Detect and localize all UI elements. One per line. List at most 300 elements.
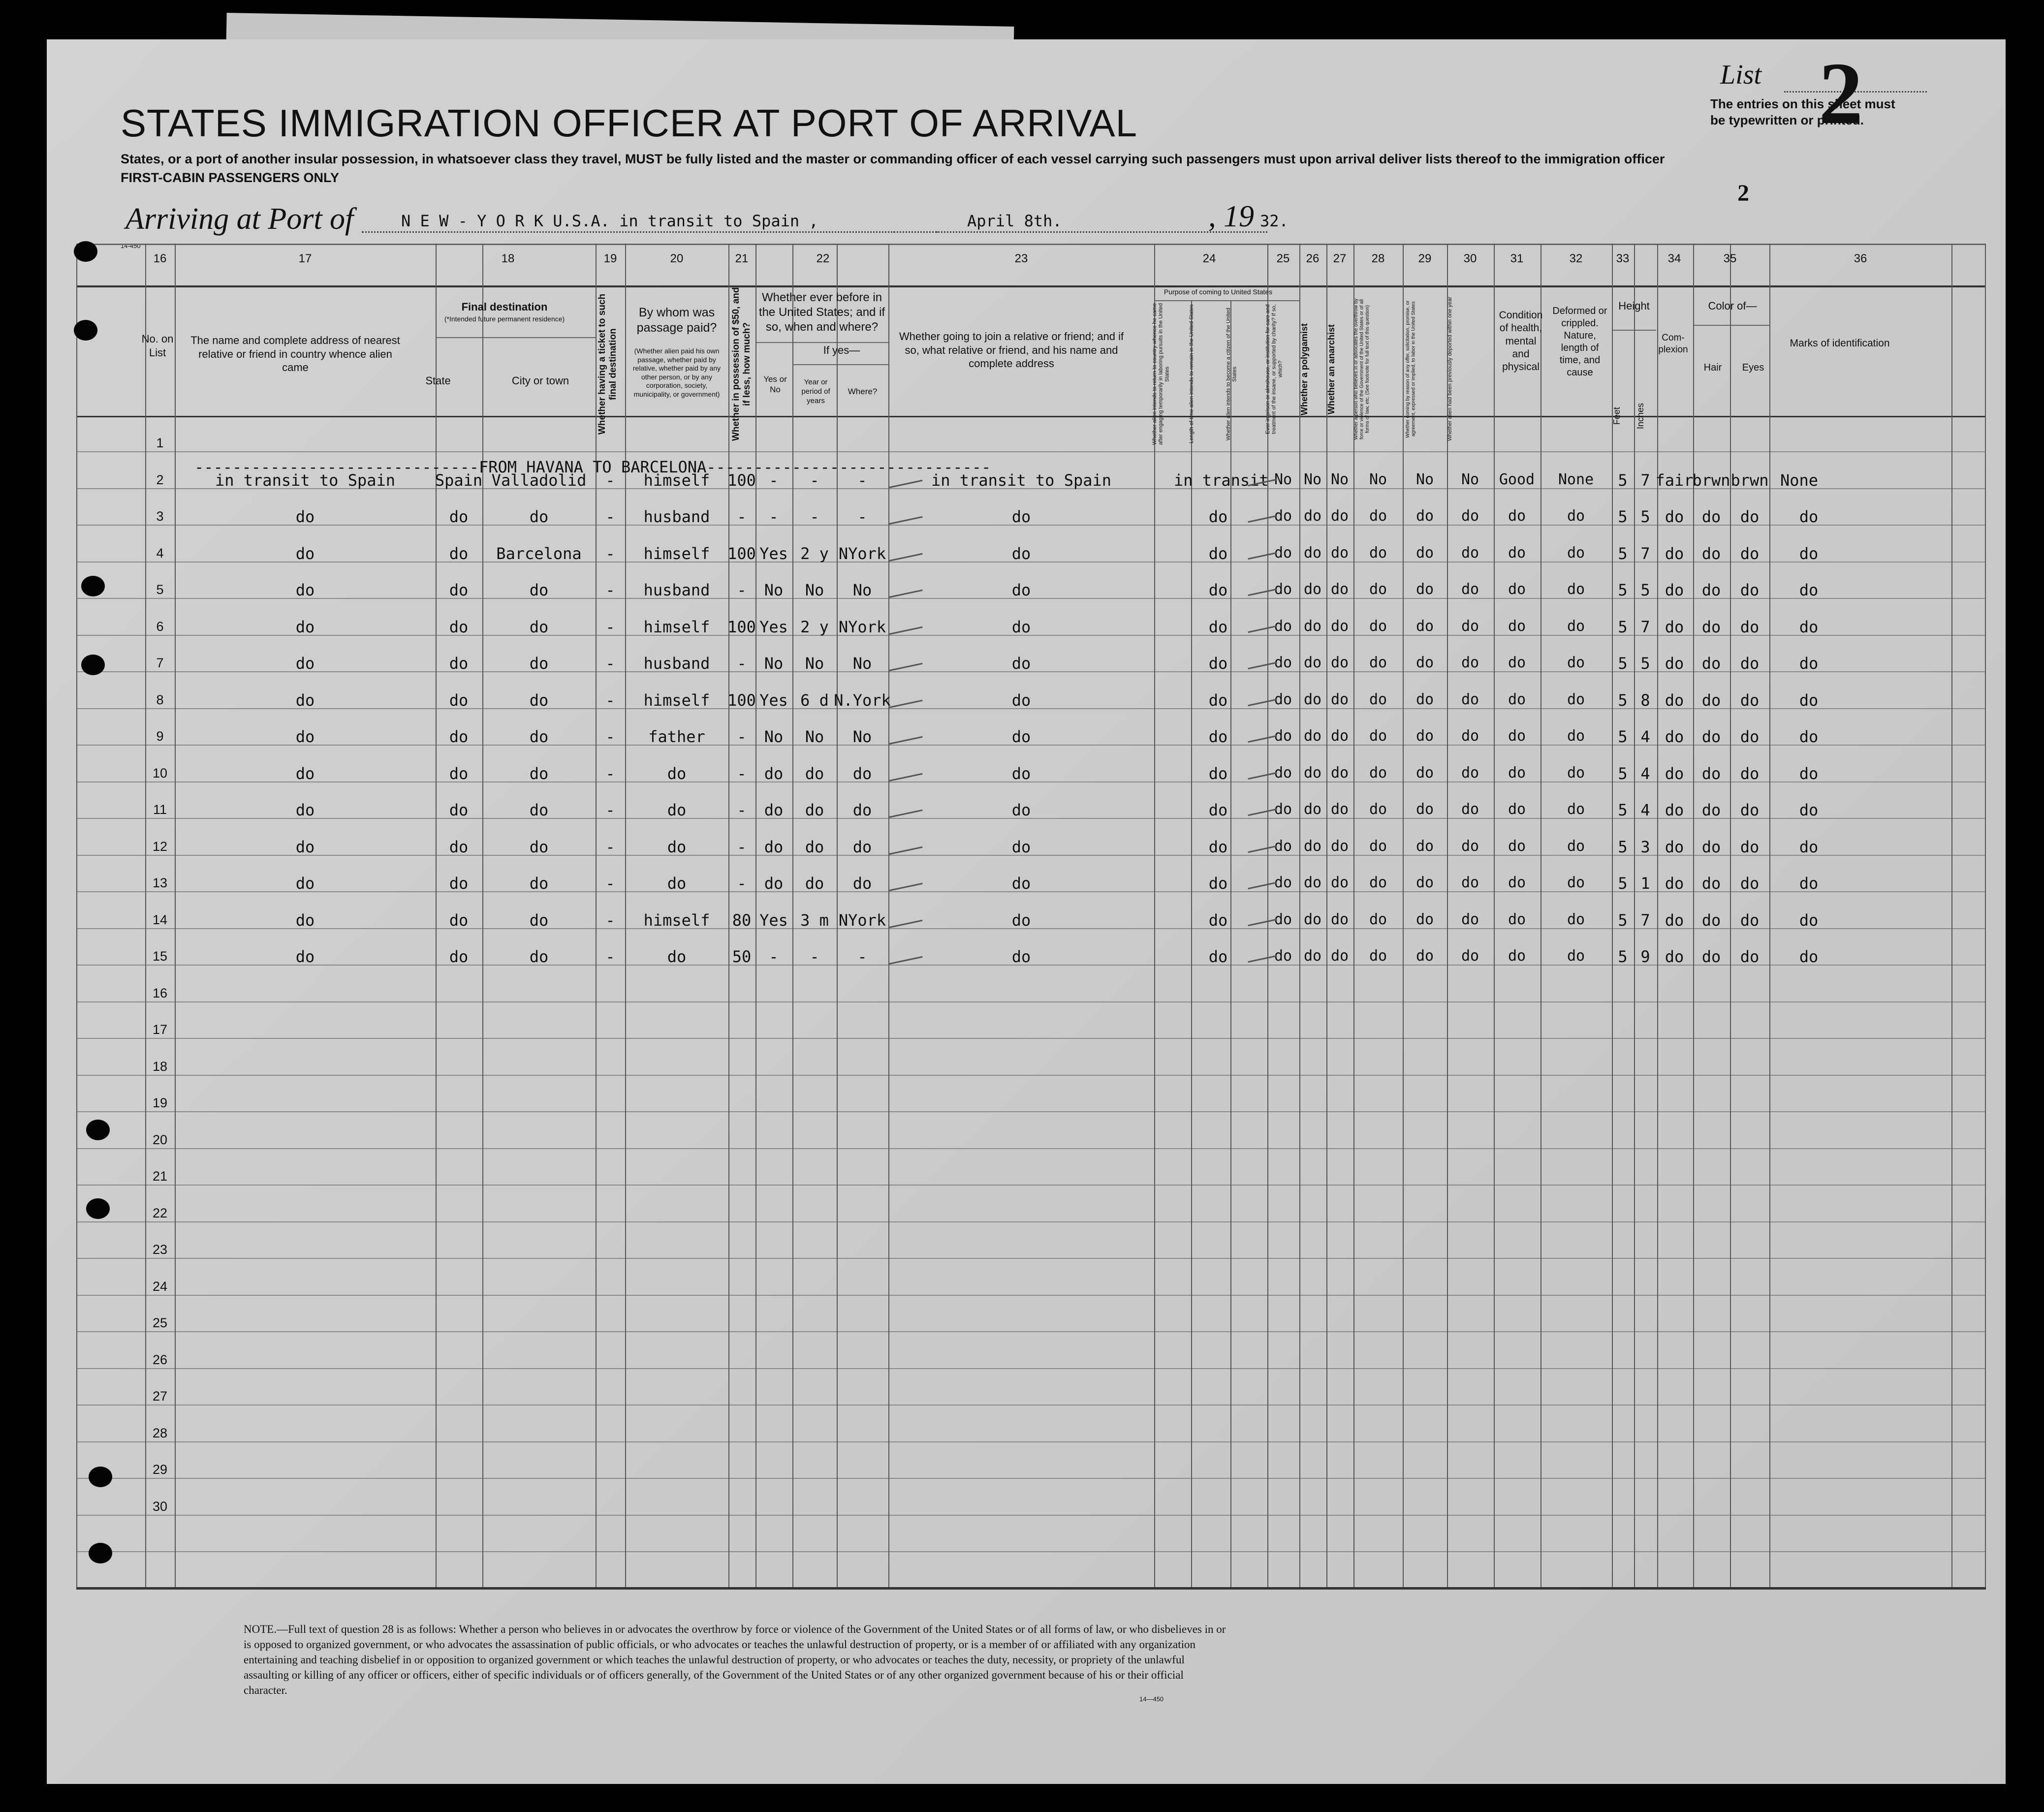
table-cell: do xyxy=(1330,838,1349,855)
table-cell: 5 xyxy=(1640,654,1650,673)
table-cell: do xyxy=(1740,911,1760,930)
table-cell: 2 y xyxy=(800,544,829,563)
table-cell: do xyxy=(295,838,315,856)
table-cell: do xyxy=(1011,581,1031,599)
grid-line xyxy=(76,1075,1985,1076)
table-cell: No xyxy=(1461,471,1479,488)
grid-line xyxy=(76,1478,1985,1479)
table-cell: husband xyxy=(643,507,710,526)
table-cell: No xyxy=(764,727,784,746)
table-cell: do xyxy=(1369,618,1387,635)
table-cell: do xyxy=(764,874,784,893)
table-cell: husband xyxy=(643,581,710,599)
header-passage-paid: By whom was passage paid? xyxy=(636,306,717,335)
table-cell: do xyxy=(1740,801,1760,819)
table-cell: do xyxy=(449,764,469,783)
arrival-port: N E W - Y O R K U.S.A. in transit to Spain , xyxy=(401,212,818,230)
table-cell: 3 xyxy=(1640,838,1650,856)
table-cell: do xyxy=(1508,727,1526,745)
table-cell: do xyxy=(1303,764,1322,781)
table-cell: do xyxy=(805,838,824,856)
table-cell: do xyxy=(1274,544,1292,562)
table-cell: 9 xyxy=(1640,947,1650,966)
table-cell: do xyxy=(1740,838,1760,856)
table-cell: do xyxy=(449,727,469,746)
table-cell: do xyxy=(449,838,469,856)
table-cell: - xyxy=(605,764,615,783)
table-cell: do xyxy=(1665,544,1684,563)
table-cell: - xyxy=(737,654,747,673)
table-cell: 100 xyxy=(727,544,756,563)
column-number: 34 xyxy=(1667,252,1681,265)
row-number: 8 xyxy=(156,692,164,707)
table-cell: do xyxy=(1011,801,1031,819)
table-cell: do xyxy=(667,838,687,856)
table-cell: do xyxy=(1330,581,1349,598)
table-cell: 4 xyxy=(1640,801,1650,819)
table-cell: do xyxy=(295,727,315,746)
table-cell: None xyxy=(1780,471,1819,490)
row-number: 10 xyxy=(152,766,168,781)
table-cell: do xyxy=(1330,507,1349,525)
table-cell: brwn xyxy=(1730,471,1769,490)
table-cell: do xyxy=(1461,838,1479,855)
table-cell: do xyxy=(1415,947,1434,965)
table-cell: - xyxy=(737,838,747,856)
row-number: 5 xyxy=(156,582,164,597)
table-cell: do xyxy=(1303,581,1322,598)
table-cell: No xyxy=(1415,471,1434,488)
table-cell: do xyxy=(1330,691,1349,708)
table-cell: do xyxy=(764,801,784,819)
table-cell: do xyxy=(667,874,687,893)
header-yes-no: Yes or No xyxy=(763,375,787,395)
column-number: 25 xyxy=(1276,252,1290,265)
table-cell: 50 xyxy=(732,947,752,966)
table-cell: do xyxy=(1567,654,1585,671)
table-cell: - xyxy=(857,947,867,966)
table-cell: do xyxy=(1274,764,1292,781)
table-cell: do xyxy=(449,507,469,526)
table-cell: 5 xyxy=(1618,838,1628,856)
table-cell: do xyxy=(1011,544,1031,563)
column-number: 28 xyxy=(1371,252,1385,265)
table-cell: do xyxy=(1740,654,1760,673)
table-cell: do xyxy=(449,691,469,710)
row-number: 9 xyxy=(156,729,164,744)
row-number: 15 xyxy=(152,949,168,964)
table-cell: do xyxy=(1330,911,1349,928)
table-cell: do xyxy=(529,801,549,819)
table-cell: do xyxy=(1508,874,1526,891)
table-cell: do xyxy=(1415,727,1434,745)
table-cell: do xyxy=(295,764,315,783)
table-cell: - xyxy=(605,618,615,636)
table-cell: himself xyxy=(643,544,710,563)
header-q29: Whether coming by reason of any offer, solicitation, promise, or agreement, expressed or implied, to labor in the United States xyxy=(1405,300,1416,438)
table-cell: No xyxy=(852,727,872,746)
table-cell: do xyxy=(1369,654,1387,671)
table-cell: do xyxy=(1799,581,1819,599)
table-cell: father xyxy=(648,727,705,746)
table-cell: do xyxy=(295,911,315,930)
table-cell: do xyxy=(1461,544,1479,562)
table-cell: No xyxy=(1369,471,1387,488)
column-number: 27 xyxy=(1333,252,1347,265)
table-cell: do xyxy=(1274,581,1292,598)
column-number: 31 xyxy=(1510,252,1524,265)
table-cell: No xyxy=(805,727,824,746)
table-cell: 5 xyxy=(1640,507,1650,526)
row-number: 18 xyxy=(152,1059,168,1074)
binding-hole xyxy=(74,320,97,341)
table-cell: do xyxy=(1799,727,1819,746)
table-cell: do xyxy=(1208,544,1228,563)
table-cell: do xyxy=(805,801,824,819)
table-cell: do xyxy=(1701,618,1721,636)
table-cell: do xyxy=(1208,947,1228,966)
table-cell: do xyxy=(1665,947,1684,966)
entries-note: The entries on this sheet must be typewritten or printed. xyxy=(1710,96,1895,127)
table-cell: do xyxy=(1799,507,1819,526)
table-cell: do xyxy=(1330,764,1349,781)
table-cell: do xyxy=(1415,911,1434,928)
table-cell: fair xyxy=(1655,471,1694,490)
table-cell: do xyxy=(529,764,549,783)
table-cell: - xyxy=(605,911,615,930)
header-if-yes: If yes— xyxy=(823,344,860,356)
table-cell: do xyxy=(1567,874,1585,891)
grid-line xyxy=(76,1148,1985,1149)
row-number: 24 xyxy=(152,1279,168,1294)
table-cell: do xyxy=(449,654,469,673)
header-q28: Whether a person who believes in or advocates the overthrow by force or violence of the Government of the United States or of all forms of law, etc. (See footnote for full text of this question) xyxy=(1353,298,1370,440)
table-cell: 100 xyxy=(727,691,756,710)
table-cell: 2 y xyxy=(800,618,829,636)
table-cell: do xyxy=(1303,874,1322,891)
table-cell: 100 xyxy=(727,471,756,490)
table-cell: do xyxy=(1274,874,1292,891)
header-height: Height xyxy=(1618,300,1650,312)
table-cell: do xyxy=(1303,801,1322,818)
table-cell: do xyxy=(1369,874,1387,891)
table-cell: do xyxy=(1303,654,1322,671)
column-number: 19 xyxy=(603,252,617,265)
table-cell: do xyxy=(1567,581,1585,598)
table-cell: do xyxy=(1303,838,1322,855)
row-number: 20 xyxy=(152,1132,168,1147)
sheet-number: 2 xyxy=(1737,180,1749,206)
grid-line xyxy=(76,1551,1985,1552)
table-cell: do xyxy=(1415,691,1434,708)
table-cell: do xyxy=(1011,654,1031,673)
header-passage-paid-note: (Whether alien paid his own passage, whether paid by relative, whether paid by any other person, or by any corporation, society, municipality, or government) xyxy=(632,347,721,398)
table-cell: do xyxy=(1665,911,1684,930)
table-cell: No xyxy=(764,581,784,599)
manifest-page xyxy=(47,39,2006,1784)
grid-line xyxy=(76,1111,1985,1112)
table-cell: do xyxy=(1665,838,1684,856)
table-cell: do xyxy=(1369,911,1387,928)
row-number: 22 xyxy=(152,1206,168,1220)
table-cell: do xyxy=(805,764,824,783)
column-number: 20 xyxy=(670,252,684,265)
table-cell: do xyxy=(1799,874,1819,893)
table-cell: do xyxy=(529,691,549,710)
table-cell: do xyxy=(449,801,469,819)
table-cell: - xyxy=(605,947,615,966)
table-cell: do xyxy=(1415,581,1434,598)
column-number: 21 xyxy=(735,252,749,265)
table-cell: Barcelona xyxy=(496,544,582,563)
table-cell: do xyxy=(1567,507,1585,525)
table-cell: do xyxy=(1461,801,1479,818)
header-final-destination: Final destination xyxy=(461,301,548,313)
table-cell: - xyxy=(737,727,747,746)
grid-line xyxy=(76,1331,1985,1332)
table-cell: 8 xyxy=(1640,691,1650,710)
table-cell: 5 xyxy=(1618,911,1628,930)
table-cell: No xyxy=(852,654,872,673)
table-cell: 5 xyxy=(1618,507,1628,526)
table-cell: 5 xyxy=(1618,727,1628,746)
table-cell: do xyxy=(1461,507,1479,525)
table-cell: do xyxy=(1799,838,1819,856)
table-cell: do xyxy=(1740,507,1760,526)
header-hair: Hair xyxy=(1703,362,1722,373)
table-cell: - xyxy=(605,838,615,856)
table-cell: do xyxy=(1330,727,1349,745)
row-number: 7 xyxy=(156,656,164,670)
column-number: 26 xyxy=(1306,252,1320,265)
grid-line xyxy=(436,337,596,338)
table-cell: do xyxy=(1740,947,1760,966)
grid-line xyxy=(1191,300,1192,1587)
row-number: 1 xyxy=(156,436,164,450)
table-cell: do xyxy=(1740,581,1760,599)
table-cell: Yes xyxy=(759,618,788,636)
table-cell: do xyxy=(1567,764,1585,781)
table-cell: do xyxy=(1303,947,1322,965)
page-subtitle: States, or a port of another insular possession, in whatsoever class they travel, MUST be fully listed and the master or commanding officer of each vessel carrying such passengers must upon arrival deliver lists thereof to the immigration officer xyxy=(121,152,1665,166)
row-number: 17 xyxy=(152,1022,168,1037)
table-cell: 80 xyxy=(732,911,752,930)
table-cell: do xyxy=(1665,691,1684,710)
table-cell: do xyxy=(1011,507,1031,526)
table-cell: do xyxy=(1011,691,1031,710)
table-cell: - xyxy=(605,471,615,490)
table-cell: do xyxy=(1011,838,1031,856)
header-purpose: Purpose of coming to United States xyxy=(1164,288,1273,296)
table-cell: - xyxy=(605,874,615,893)
table-cell: do xyxy=(449,874,469,893)
grid-line xyxy=(76,1221,1985,1222)
column-number: 22 xyxy=(816,252,830,265)
table-cell: - xyxy=(857,507,867,526)
row-number: 4 xyxy=(156,546,164,561)
grid-line xyxy=(76,1001,1985,1002)
grid-line xyxy=(755,342,888,343)
table-cell: do xyxy=(1665,801,1684,819)
table-cell: do xyxy=(1461,874,1479,891)
table-cell: do xyxy=(1567,618,1585,635)
table-cell: do xyxy=(1567,544,1585,562)
table-cell: do xyxy=(295,691,315,710)
table-cell: do xyxy=(1208,654,1228,673)
table-cell: do xyxy=(1665,507,1684,526)
footnote: NOTE.—Full text of question 28 is as follows: Whether a person who believes in or advocates the overthrow by force or violence of the Government of the United States or of all forms of law, or who disbelieves in or is opposed to organized government, or who advocates the assassination of public officials, or who advocates or teaches the unlawful destruction of property, or is a member of or affiliated with any organization entertaining and teaching disbelief in or opposition to organized government or which teaches the unlawful destruction of property, or who advocates or teaches the duty, necessity, or propriety of the unlawful assaulting or killing of any officer or officers, either of specific individuals or of officers generally, of the Government of the United States or of any other organized government because of his or their official character. xyxy=(244,1623,1226,1697)
table-cell: - xyxy=(605,507,615,526)
table-cell: do xyxy=(667,947,687,966)
row-number: 21 xyxy=(152,1169,168,1184)
column-number: 16 xyxy=(153,252,167,265)
table-cell: - xyxy=(810,471,819,490)
table-cell: do xyxy=(449,618,469,636)
table-cell: 1 xyxy=(1640,874,1650,893)
header-purpose-citizen: Whether alien intends to become a citizen of the United States xyxy=(1226,308,1238,440)
row-number: 6 xyxy=(156,619,164,634)
table-cell: 5 xyxy=(1618,691,1628,710)
table-cell: do xyxy=(1567,911,1585,928)
table-cell: do xyxy=(852,801,872,819)
table-cell: - xyxy=(737,581,747,599)
table-cell: do xyxy=(1461,764,1479,781)
grid-line xyxy=(76,1441,1985,1442)
table-cell: do xyxy=(1740,544,1760,563)
table-cell: do xyxy=(1011,947,1031,966)
table-cell: do xyxy=(295,874,315,893)
table-cell: - xyxy=(769,947,779,966)
table-cell: do xyxy=(1701,544,1721,563)
header-deformed: Deformed or crippled. Nature, length of time, and cause xyxy=(1552,306,1607,378)
table-cell: do xyxy=(295,544,315,563)
table-cell: - xyxy=(769,507,779,526)
table-cell: brwn xyxy=(1692,471,1730,490)
table-cell: No xyxy=(852,581,872,599)
table-cell: do xyxy=(1011,727,1031,746)
table-cell: do xyxy=(1799,801,1819,819)
table-cell: 5 xyxy=(1618,544,1628,563)
table-cell: do xyxy=(1208,691,1228,710)
table-cell: do xyxy=(1415,838,1434,855)
table-cell: do xyxy=(1274,507,1292,525)
header-relative: The name and complete address of nearest relative or friend in country whence alien came xyxy=(190,334,400,374)
header-purpose-return: Whether alien intends to return to country whence he came after engaging temporarily in laboring pursuits in the United States xyxy=(1152,303,1170,445)
table-cell: - xyxy=(605,654,615,673)
header-marks: Marks of identification xyxy=(1790,338,1890,349)
table-cell: do xyxy=(1330,947,1349,965)
table-cell: do xyxy=(1799,911,1819,930)
table-cell: do xyxy=(1208,911,1228,930)
table-cell: - xyxy=(769,471,779,490)
table-cell: do xyxy=(764,764,784,783)
table-cell: NYork xyxy=(838,544,886,563)
header-eyes: Eyes xyxy=(1742,362,1764,373)
table-cell: 5 xyxy=(1618,618,1628,636)
table-cell: do xyxy=(1369,801,1387,818)
table-cell: Yes xyxy=(759,544,788,563)
table-cell: in transit xyxy=(1174,471,1269,490)
header-join-relative: Whether going to join a relative or friend; and if so, what relative or friend, and his name and complete address xyxy=(899,330,1124,370)
list-number: 2 xyxy=(1819,44,1863,142)
table-cell: do xyxy=(1508,654,1526,671)
table-cell: do xyxy=(1303,727,1322,745)
row-number: 25 xyxy=(152,1315,168,1330)
table-cell: do xyxy=(1369,581,1387,598)
binding-hole xyxy=(81,655,105,675)
table-cell: do xyxy=(1701,691,1721,710)
table-cell: do xyxy=(1208,764,1228,783)
table-cell: do xyxy=(1701,874,1721,893)
grid-line xyxy=(1985,244,1986,1587)
table-cell: - xyxy=(857,471,867,490)
table-cell: do xyxy=(1369,947,1387,965)
table-cell: do xyxy=(667,764,687,783)
row-number: 11 xyxy=(153,802,167,817)
table-cell: do xyxy=(1701,764,1721,783)
table-cell: do xyxy=(1508,801,1526,818)
table-cell: do xyxy=(529,654,549,673)
column-number: 29 xyxy=(1418,252,1432,265)
row-number: 13 xyxy=(152,875,168,890)
table-cell: do xyxy=(1415,801,1434,818)
table-cell: do xyxy=(1274,654,1292,671)
table-cell: do xyxy=(529,911,549,930)
table-cell: 7 xyxy=(1640,618,1650,636)
binding-hole xyxy=(86,1198,110,1219)
table-cell: do xyxy=(1701,727,1721,746)
list-label: List xyxy=(1720,60,1762,90)
grid-line xyxy=(76,1258,1985,1259)
table-cell: do xyxy=(1799,947,1819,966)
column-number: 35 xyxy=(1723,252,1737,265)
table-cell: do xyxy=(1508,507,1526,525)
binding-hole xyxy=(74,241,97,262)
grid-line xyxy=(76,1038,1985,1039)
grid-line xyxy=(76,1368,1985,1369)
table-cell: N.York xyxy=(834,691,891,710)
table-cell: do xyxy=(1799,618,1819,636)
table-cell: do xyxy=(852,874,872,893)
table-cell: husband xyxy=(643,654,710,673)
table-cell: do xyxy=(1415,618,1434,635)
table-cell: do xyxy=(1567,838,1585,855)
table-cell: 5 xyxy=(1618,471,1628,490)
table-cell: do xyxy=(529,581,549,599)
table-cell: do xyxy=(1508,764,1526,781)
table-cell: do xyxy=(1740,618,1760,636)
table-cell: do xyxy=(1415,507,1434,525)
table-cell: do xyxy=(1330,654,1349,671)
column-number: 33 xyxy=(1616,252,1630,265)
table-cell: No xyxy=(764,654,784,673)
table-cell: do xyxy=(1508,838,1526,855)
table-cell: do xyxy=(1415,764,1434,781)
table-cell: do xyxy=(1799,654,1819,673)
table-cell: do xyxy=(1208,581,1228,599)
header-ticket: Whether having a ticket to such final destination xyxy=(597,293,618,435)
table-cell: do xyxy=(1303,507,1322,525)
table-cell: do xyxy=(1330,874,1349,891)
table-cell: do xyxy=(1508,947,1526,965)
table-cell: do xyxy=(1303,691,1322,708)
table-cell: 5 xyxy=(1618,581,1628,599)
table-cell: 100 xyxy=(727,618,756,636)
table-cell: do xyxy=(529,838,549,856)
table-cell: do xyxy=(1701,911,1721,930)
route-banner: ------------------------------FROM HAVANA TO BARCELONA------------------------------ xyxy=(194,458,991,476)
table-cell: do xyxy=(1208,507,1228,526)
